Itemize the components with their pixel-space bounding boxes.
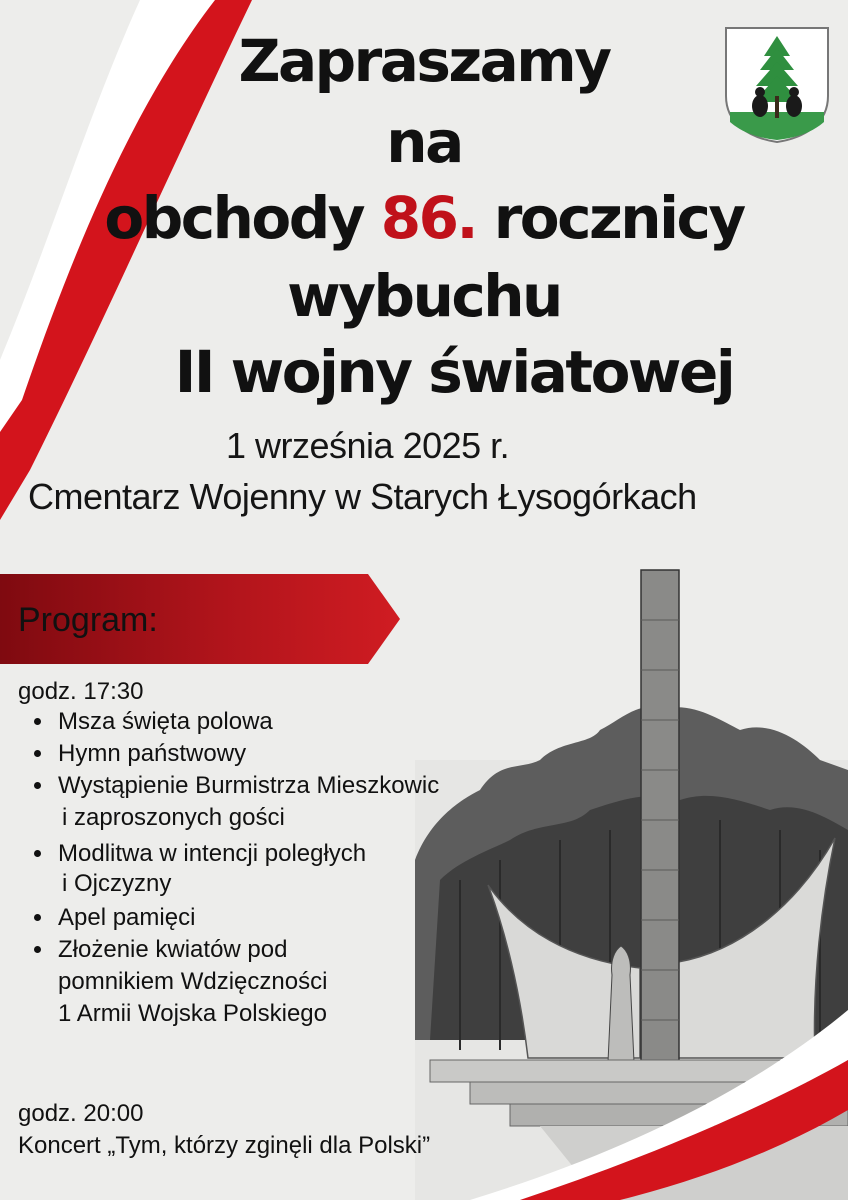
program-item-continued: 1 Armii Wojska Polskiego — [58, 1000, 327, 1027]
time-2000: godz. 20:00 — [18, 1100, 144, 1127]
title-line-3-pre: obchody — [104, 184, 381, 252]
program-item: Wystąpienie Burmistrza Mieszkowic — [58, 772, 440, 799]
time-1730: godz. 17:30 — [18, 678, 144, 705]
program-item: Apel pamięci — [58, 904, 196, 931]
title-line-4: wybuchu — [287, 262, 561, 330]
event-place: Cmentarz Wojenny w Starych Łysogórkach — [28, 476, 697, 517]
program-label: Program: — [18, 601, 158, 639]
program-item-continued: i Ojczyzny — [62, 870, 172, 897]
program-item: Hymn państwowy — [58, 740, 247, 767]
program-item: Złożenie kwiatów pod — [58, 936, 288, 963]
bullet — [34, 850, 41, 857]
title-line-3-post: rocznicy — [476, 184, 744, 252]
bullet — [34, 718, 41, 725]
bullet — [34, 750, 41, 757]
title-line-1: Zapraszamy — [238, 27, 610, 95]
program-item: Modlitwa w intencji poległych — [58, 840, 367, 867]
event-date: 1 września 2025 r. — [226, 425, 510, 466]
title-line-5: II wojny światowej — [174, 338, 734, 406]
title-line-2: na — [386, 108, 462, 176]
title-line-3 — [0, 184, 848, 252]
program-item-continued: i zaproszonych gości — [62, 804, 285, 831]
bullet — [34, 914, 41, 921]
concert-title: Koncert „Tym, którzy zginęli dla Polski” — [18, 1132, 431, 1159]
program-item: Msza święta polowa — [58, 708, 273, 735]
bullet — [34, 946, 41, 953]
program-item-continued: pomnikiem Wdzięczności — [58, 968, 328, 995]
anniversary-number: 86. — [380, 184, 476, 252]
bullet — [34, 782, 41, 789]
